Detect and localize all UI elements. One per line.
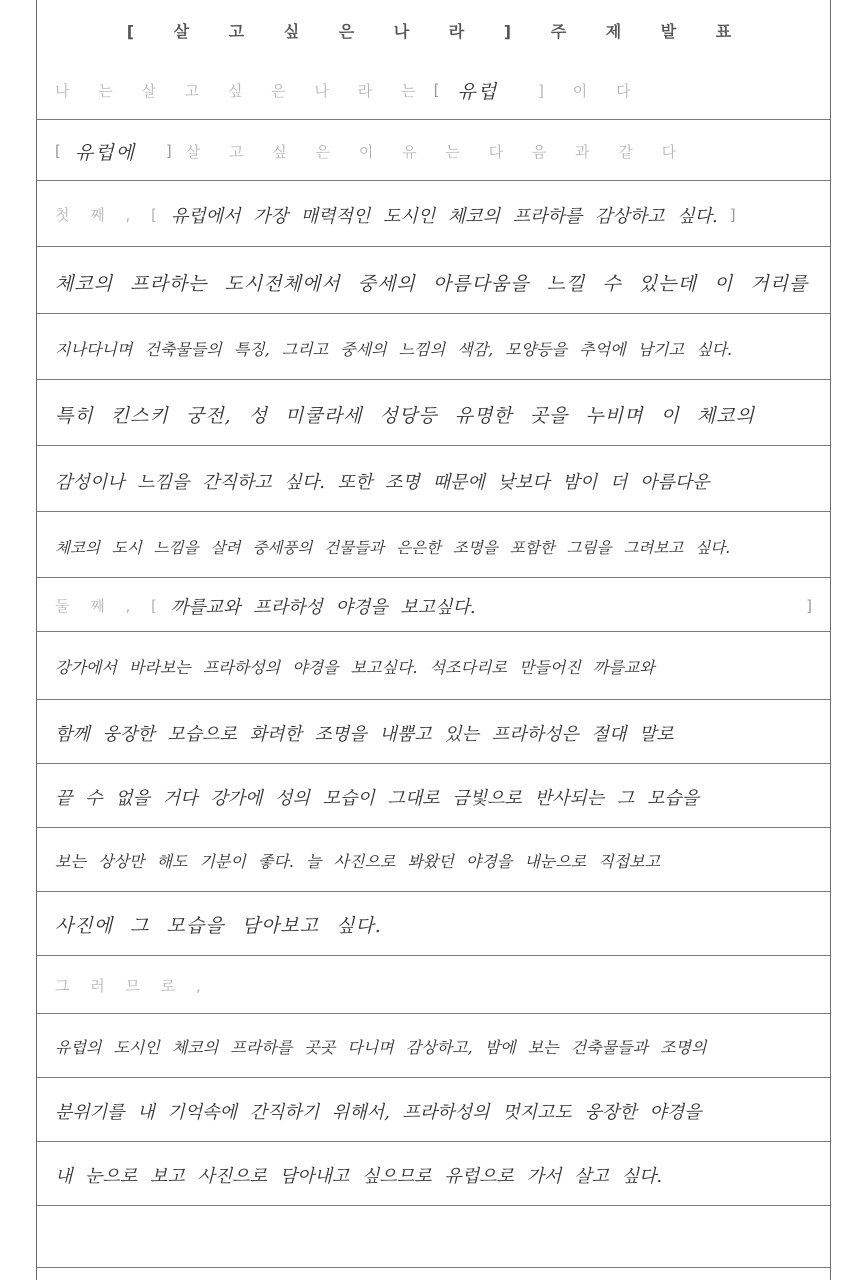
- line-12: [37, 766, 830, 828]
- line-10-text: 강가에서 바라보는 프라하성의 야경을 보고싶다. 석조다리로 만들어진 까를교와: [55, 658, 655, 677]
- line-2-suffix: 살 고 싶 은 이 유 는 다 음 과 같 다: [185, 142, 689, 161]
- line-4: [37, 252, 830, 314]
- line-10: [37, 634, 830, 700]
- line-11-text: 함께 웅장한 모습으로 화려한 조명을 내뿜고 있는 프라하성은 절대 말로: [55, 723, 674, 745]
- line-9-prefix: 둘 째 , [: [55, 597, 165, 615]
- line-15-text: 그 러 므 로 ,: [55, 977, 209, 995]
- line-9-close: ]: [806, 596, 812, 615]
- line-4-text: 체코의 프라하는 도시전체에서 중세의 아름다움을 느낄 수 있는데 이 거리를: [55, 273, 809, 295]
- answer-sheet: [36, 0, 831, 1280]
- line-5-text: 지나다니며 건축물들의 특징, 그리고 중세의 느낌의 색감, 모양등을 추억에 남기고 싶다.: [55, 340, 733, 359]
- line-2-open-bracket: [: [55, 142, 65, 160]
- line-3-content: 유럽에서 가장 매력적인 도시인 체코의 프라하를 감상하고 싶다.: [170, 205, 718, 227]
- line-2-answer: 유럽에: [74, 141, 136, 164]
- line-17: [37, 1080, 830, 1142]
- line-18-text: 내 눈으로 보고 사진으로 담아내고 싶으므로 유럽으로 가서 살고 싶다.: [55, 1165, 663, 1187]
- line-1-prefix: 나 는 살 고 싶 은 나 라 는: [55, 81, 428, 100]
- line-1: [37, 61, 830, 120]
- line-6: [37, 384, 830, 446]
- line-2: [37, 122, 830, 181]
- line-3-prefix: 첫 째 , [: [55, 206, 165, 224]
- line-2-close-bracket: ]: [165, 142, 176, 160]
- line-8: [37, 516, 830, 578]
- line-1-answer: 유럽: [457, 80, 499, 103]
- line-3: [37, 183, 830, 247]
- line-13-text: 보는 상상만 해도 기분이 좋다. 늘 사진으로 봐왔던 야경을 내눈으로 직접보고: [55, 852, 661, 871]
- line-7-text: 감성이나 느낌을 간직하고 싶다. 또한 조명 때문에 낮보다 밤이 더 아름다운: [55, 471, 710, 493]
- line-17-text: 분위기를 내 기억속에 간직하기 위해서, 프라하성의 멋지고도 웅장한 야경을: [55, 1101, 702, 1123]
- line-18: [37, 1144, 830, 1206]
- line-19-empty: [37, 1208, 830, 1268]
- line-3-close: ]: [729, 205, 740, 224]
- line-11: [37, 702, 830, 764]
- line-15: [37, 958, 830, 1014]
- line-13: [37, 830, 830, 892]
- line-9-content: 까를교와 프라하성 야경을 보고싶다.: [170, 596, 476, 618]
- line-14-text: 사진에 그 모습을 담아보고 싶다.: [55, 915, 382, 937]
- line-1-close: ] 이 다: [538, 81, 643, 100]
- line-9: [37, 580, 830, 632]
- line-12-text: 끝 수 없을 거다 강가에 성의 모습이 그대로 금빛으로 반사되는 그 모습을: [55, 787, 700, 809]
- line-7: [37, 450, 830, 512]
- line-5: [37, 318, 830, 380]
- sheet-title: [ 살 고 싶 은 나 라 ] 주 제 발 표: [126, 21, 741, 41]
- line-14: [37, 894, 830, 956]
- line-1-open-bracket: [: [433, 81, 444, 99]
- line-16-text: 유럽의 도시인 체코의 프라하를 곳곳 다니며 감상하고, 밤에 보는 건축물들과 조명의: [55, 1038, 707, 1057]
- line-8-text: 체코의 도시 느낌을 살려 중세풍의 건물들과 은은한 조명을 포함한 그림을 그려보고 싶다.: [55, 538, 731, 557]
- line-16: [37, 1016, 830, 1078]
- line-6-text: 특히 킨스키 궁전, 성 미쿨라세 성당등 유명한 곳을 누비며 이 체코의: [55, 405, 755, 427]
